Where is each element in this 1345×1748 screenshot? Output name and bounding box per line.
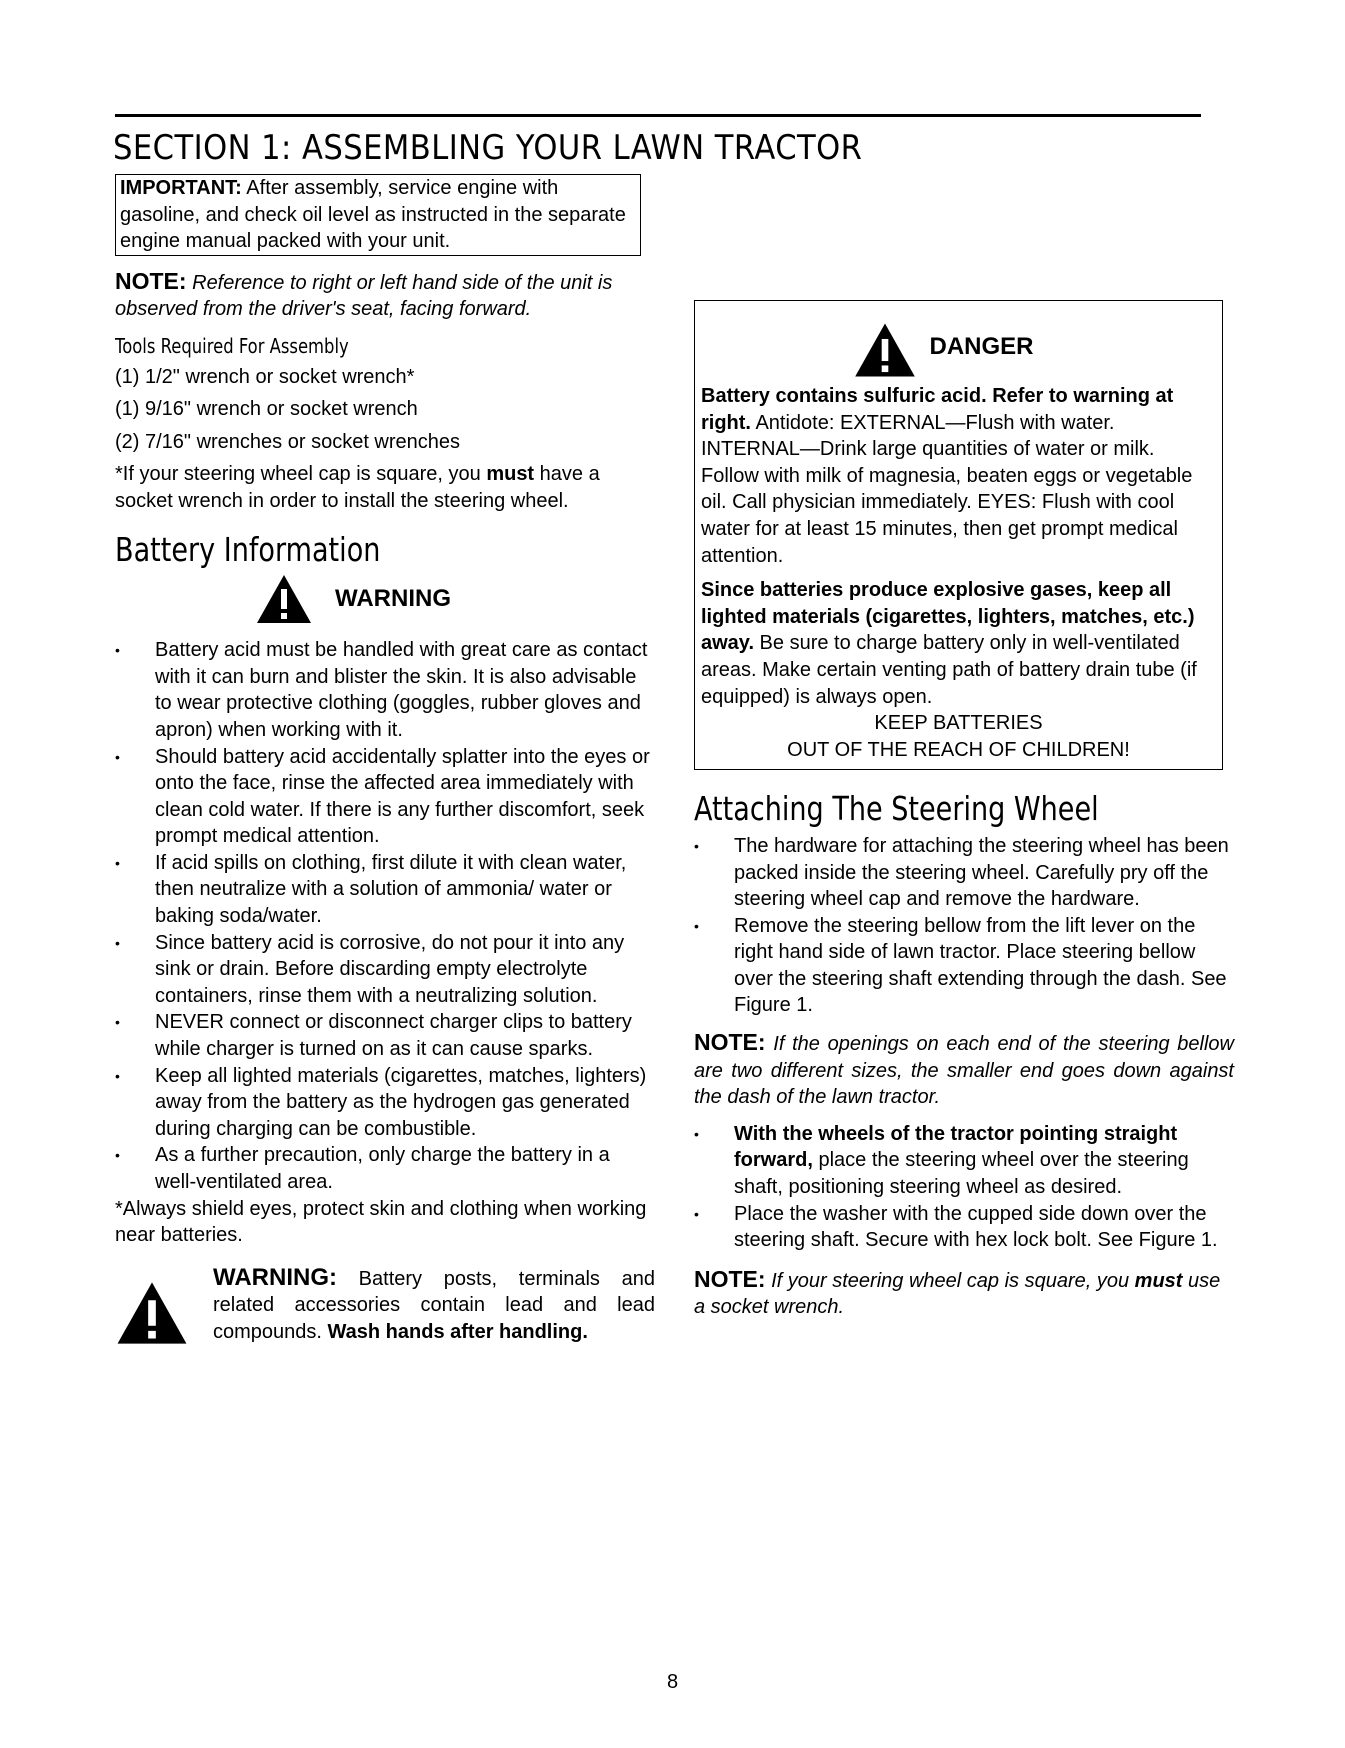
- note-bellow: [694, 1029, 1234, 1111]
- tool-item: (1) 1/2" wrench or socket wrench*: [115, 365, 415, 388]
- lead-warning-text: Battery posts, terminals and related accessories contain lead and lead compounds.: [213, 1267, 655, 1343]
- note-text: If the openings on each end of the steering bellow are two different sizes, the smaller end goes down against the dash of the lawn tractor.: [694, 1033, 1234, 1109]
- warning-word: WARNING: [335, 584, 451, 612]
- list-item: • Since battery acid is corrosive, do not pour it into any sink or drain. Before discarding empty electrolyte containers, rinse them with a neutralizing solution.: [115, 930, 655, 1010]
- danger-triangle-icon: [853, 321, 911, 373]
- danger-acid-bold: Battery contains sulfuric acid. Refer to warning at right.: [701, 385, 1174, 434]
- note-bold: must: [1134, 1269, 1183, 1292]
- danger-paragraph-gases: [701, 577, 1216, 710]
- note-text-end: use a socket wrench.: [694, 1269, 1221, 1319]
- important-label: IMPORTANT:: [120, 177, 242, 199]
- tools-footnote-bold: must: [486, 463, 535, 486]
- page-number: 8: [666, 1671, 679, 1693]
- list-item: • Battery acid must be handled with great care as contact with it can burn and blister the skin. It is also advisable to wear protective clothing (goggles, rubber gloves and apron) when working with it.: [115, 637, 655, 743]
- list-item: • If acid spills on clothing, first dilute it with clean water, then neutralize with a solution of ammonia/ water or baking soda/water.: [115, 850, 655, 930]
- danger-gases-bold: Since batteries produce explosive gases, keep all lighted materials (cigarettes, lighters, matches, etc.) away.: [701, 579, 1195, 655]
- list-item: • Place the washer with the cupped side down over the steering shaft. Secure with hex lock bolt. See Figure 1.: [694, 1201, 1234, 1254]
- note-driver-side: [115, 268, 655, 323]
- tools-footnote: [115, 461, 655, 514]
- tools-footnote-text-end: have a socket wrench in order to install the steering wheel.: [115, 463, 600, 512]
- section-title: SECTION 1: ASSEMBLING YOUR LAWN TRACTOR: [113, 128, 863, 168]
- note-label: NOTE:: [694, 1265, 766, 1292]
- battery-heading: Battery Information: [115, 529, 381, 569]
- lead-warning-triangle-icon: [115, 1279, 189, 1347]
- lead-warning-body: [213, 1265, 655, 1347]
- note-label: NOTE:: [115, 267, 187, 294]
- battery-bullets: [115, 637, 655, 1195]
- danger-gases-text: Be sure to charge battery only in well-ventilated areas. Make certain venting path of battery drain tube (if equipped) is always open.: [701, 632, 1197, 708]
- bullet-text: place the steering wheel over the steering shaft, positioning steering wheel as desired.: [734, 1149, 1189, 1199]
- important-box: [115, 174, 641, 256]
- tools-footnote-text: *If your steering wheel cap is square, you: [115, 463, 487, 486]
- steering-bullets-b: [694, 1121, 1234, 1254]
- tool-item: (2) 7/16" wrenches or socket wrenches: [115, 430, 461, 453]
- keep-batteries-line2: OUT OF THE REACH OF CHILDREN!: [787, 738, 1130, 761]
- lead-warning: [115, 1265, 655, 1347]
- tools-heading: Tools Required For Assembly: [115, 333, 349, 358]
- list-item: • Remove the steering bellow from the lift lever on the right hand side of lawn tractor. Place steering bellow over the steering shaft extending through the dash. See Figure 1.: [694, 913, 1234, 1019]
- warning-triangle-icon: [255, 573, 313, 625]
- bullet-bold: With the wheels of the tractor pointing straight forward,: [734, 1122, 1178, 1172]
- list-item: • Should battery acid accidentally splatter into the eyes or onto the face, rinse the affected area immediately with clean cold water. If there is any further discomfort, seek prompt medical attention.: [115, 744, 655, 850]
- danger-acid-text: Antidote: EXTERNAL—Flush with water. INTERNAL—Drink large quantities of water or milk. Follow with milk of magnesia, beaten eggs or vegetable oil. Call physician immediately. EYES: Flush with cool water for at least 15 minutes, then get prompt medical attention.: [701, 411, 1193, 567]
- list-item: • The hardware for attaching the steering wheel has been packed inside the steering wheel. Carefully pry off the steering wheel cap and remove the hardware.: [694, 833, 1234, 913]
- list-item: • As a further precaution, only charge the battery in a well-ventilated area.: [115, 1142, 655, 1195]
- important-text: After assembly, service engine with gasoline, and check oil level as instructed in the separate engine manual packed with your unit.: [120, 177, 626, 253]
- steering-bullets-a: [694, 833, 1234, 1019]
- top-rule: [115, 114, 1201, 117]
- note-text: If your steering wheel cap is square, you: [765, 1269, 1135, 1292]
- danger-box: [694, 300, 1223, 770]
- battery-warning-header: [255, 573, 655, 625]
- steering-heading: Attaching The Steering Wheel: [694, 789, 1099, 829]
- danger-word: DANGER: [929, 332, 1034, 360]
- lead-warning-label: WARNING:: [213, 1263, 337, 1291]
- lead-warning-bold: Wash hands after handling.: [327, 1320, 588, 1343]
- danger-paragraph-acid: [701, 383, 1216, 569]
- battery-footnote: *Always shield eyes, protect skin and clothing when working near batteries.: [115, 1197, 647, 1247]
- danger-header: [671, 321, 1216, 373]
- left-column: [115, 174, 655, 1347]
- right-column: [694, 300, 1234, 1331]
- note-text: Reference to right or left hand side of the unit is observed from the driver's seat, facing forward.: [115, 271, 613, 321]
- keep-batteries-line1: KEEP BATTERIES: [874, 712, 1043, 735]
- list-item: • Keep all lighted materials (cigarettes, matches, lighters) away from the battery as the hydrogen gas generated during charging can be combustible.: [115, 1063, 655, 1143]
- list-item: • NEVER connect or disconnect charger clips to battery while charger is turned on as it can cause sparks.: [115, 1009, 655, 1062]
- tool-item: (1) 9/16" wrench or socket wrench: [115, 398, 418, 421]
- list-item: [694, 1121, 1234, 1201]
- note-label: NOTE:: [694, 1029, 766, 1056]
- note-socket: [694, 1266, 1234, 1321]
